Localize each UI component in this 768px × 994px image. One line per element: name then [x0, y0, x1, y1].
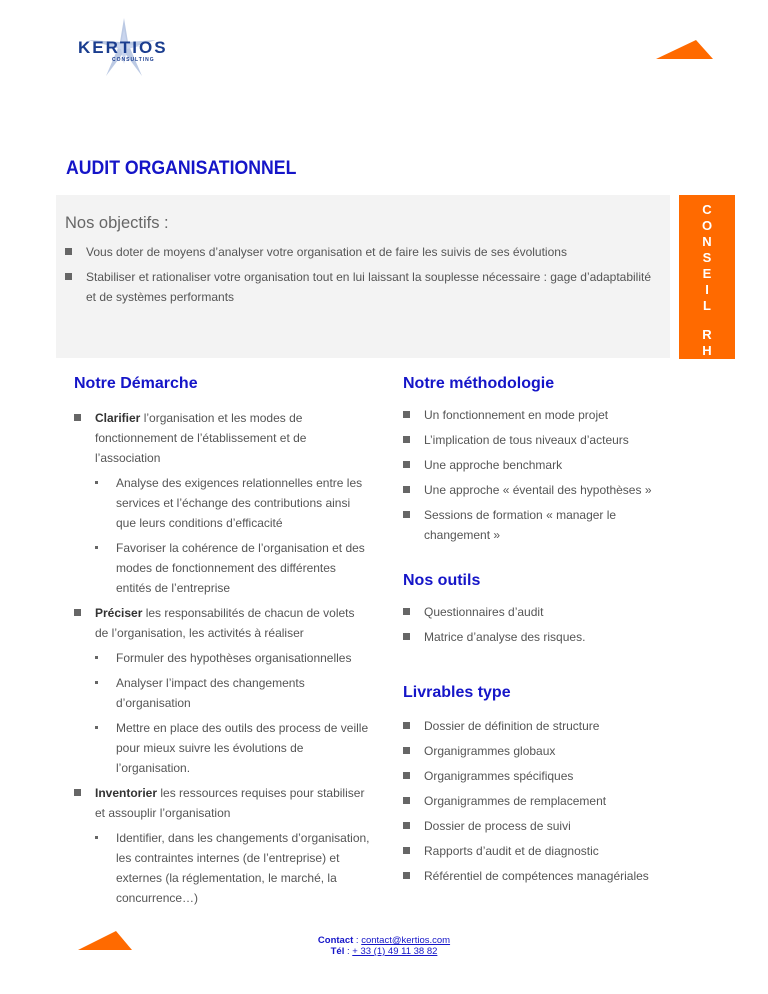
square-bullet-icon: [403, 772, 410, 779]
square-bullet-icon: [403, 747, 410, 754]
sidebar-letter: L: [703, 298, 711, 313]
objectives-list: [65, 242, 660, 312]
square-bullet-icon: [74, 414, 81, 421]
logo-name: KERTIOS: [78, 38, 168, 57]
sidebar-letter: E: [702, 266, 712, 281]
dot-bullet-icon: [95, 481, 98, 484]
outils-heading: Nos outils: [403, 572, 481, 589]
square-bullet-icon: [403, 822, 410, 829]
square-bullet-icon: [65, 273, 72, 280]
conseil-rh-sidebar: [679, 195, 735, 359]
sidebar-letter: N: [702, 234, 712, 249]
contact-email-link[interactable]: contact@kertios.com: [361, 935, 451, 946]
company-logo: [66, 18, 176, 80]
list-item: Stabiliser et rationaliser votre organisation tout en lui laissant la souplesse nécessaire : gage d’adaptabilité et de systèmes performants: [65, 267, 660, 307]
objectives-panel: [56, 195, 670, 358]
list-item: Référentiel de compétences managériales: [403, 866, 663, 886]
sidebar-letter: S: [702, 250, 712, 265]
list-item: Une approche « éventail des hypothèses »: [403, 480, 663, 500]
list-item: Vous doter de moyens d’analyser votre organisation et de faire les suivis de ses évolutions: [65, 242, 660, 262]
square-bullet-icon: [403, 722, 410, 729]
sidebar-letter: R: [702, 327, 712, 342]
square-bullet-icon: [403, 847, 410, 854]
dot-bullet-icon: [95, 546, 98, 549]
square-bullet-icon: [74, 789, 81, 796]
sidebar-letter: O: [701, 218, 713, 233]
sub-list-item: Mettre en place des outils des process de veille pour mieux suivre les évolutions de l’organisation.: [74, 718, 370, 778]
dot-bullet-icon: [95, 836, 98, 839]
list-item: Dossier de définition de structure: [403, 716, 663, 736]
square-bullet-icon: [403, 872, 410, 879]
tel-link[interactable]: + 33 (1) 49 11 38 82: [352, 946, 438, 957]
methodologie-list: [403, 405, 663, 545]
square-bullet-icon: [65, 248, 72, 255]
tel-line: Tél : + 33 (1) 49 11 38 82: [330, 946, 438, 957]
list-item: Une approche benchmark: [403, 455, 663, 475]
dot-bullet-icon: [95, 681, 98, 684]
livrables-list: [403, 716, 663, 886]
sidebar-letter: I: [705, 282, 709, 297]
square-bullet-icon: [403, 608, 410, 615]
list-item: Clarifier l’organisation et les modes de fonctionnement de l’établissement et de l’association: [74, 408, 370, 468]
corner-triangle-top: [656, 40, 714, 60]
square-bullet-icon: [403, 486, 410, 493]
square-bullet-icon: [403, 461, 410, 468]
list-item: Sessions de formation « manager le changement »: [403, 505, 634, 545]
sub-list-item: Analyser l’impact des changements d’organisation: [74, 673, 370, 713]
contact-line: Contact : contact@kertios.com: [317, 935, 451, 946]
sub-list-item: Formuler des hypothèses organisationnelles: [74, 648, 370, 668]
list-item: Dossier de process de suivi: [403, 816, 663, 836]
square-bullet-icon: [74, 609, 81, 616]
list-item: Organigrammes spécifiques: [403, 766, 663, 786]
footer-contact: [0, 935, 768, 957]
list-item: Organigrammes globaux: [403, 741, 663, 761]
demarche-list: [74, 408, 370, 908]
square-bullet-icon: [403, 411, 410, 418]
list-item: Questionnaires d’audit: [403, 602, 663, 622]
sidebar-letter: H: [702, 343, 712, 358]
list-item: Matrice d’analyse des risques.: [403, 627, 663, 647]
list-item: Rapports d’audit et de diagnostic: [403, 841, 663, 861]
logo-tagline: CONSULTING: [112, 57, 155, 63]
sidebar-letter: C: [702, 202, 712, 217]
sub-list-item: Analyse des exigences relationnelles entre les services et l’échange des contributions ainsi que leurs conditions d’efficacité: [74, 473, 370, 533]
demarche-heading: Notre Démarche: [74, 375, 198, 392]
list-item: Préciser les responsabilités de chacun de volets de l’organisation, les activités à réaliser: [74, 603, 370, 643]
sub-list-item: Favoriser la cohérence de l’organisation et des modes de fonctionnement des différentes entités de l’entreprise: [74, 538, 370, 598]
square-bullet-icon: [403, 633, 410, 640]
list-item: Organigrammes de remplacement: [403, 791, 663, 811]
list-item: Un fonctionnement en mode projet: [403, 405, 663, 425]
dot-bullet-icon: [95, 726, 98, 729]
methodologie-heading: Notre méthodologie: [403, 375, 555, 392]
square-bullet-icon: [403, 436, 410, 443]
objectives-heading: Nos objectifs :: [65, 214, 169, 232]
dot-bullet-icon: [95, 656, 98, 659]
square-bullet-icon: [403, 797, 410, 804]
sub-list-item: Identifier, dans les changements d’organisation, les contraintes internes (de l’entreprise) et externes (la réglementation, le marché, la concurrence…): [74, 828, 370, 908]
livrables-heading: Livrables type: [403, 684, 511, 701]
page-title: AUDIT ORGANISATIONNEL: [66, 158, 297, 179]
square-bullet-icon: [403, 511, 410, 518]
list-item: Inventorier les ressources requises pour stabiliser et assouplir l’organisation: [74, 783, 370, 823]
list-item: L’implication de tous niveaux d’acteurs: [403, 430, 663, 450]
outils-list: [403, 602, 663, 647]
